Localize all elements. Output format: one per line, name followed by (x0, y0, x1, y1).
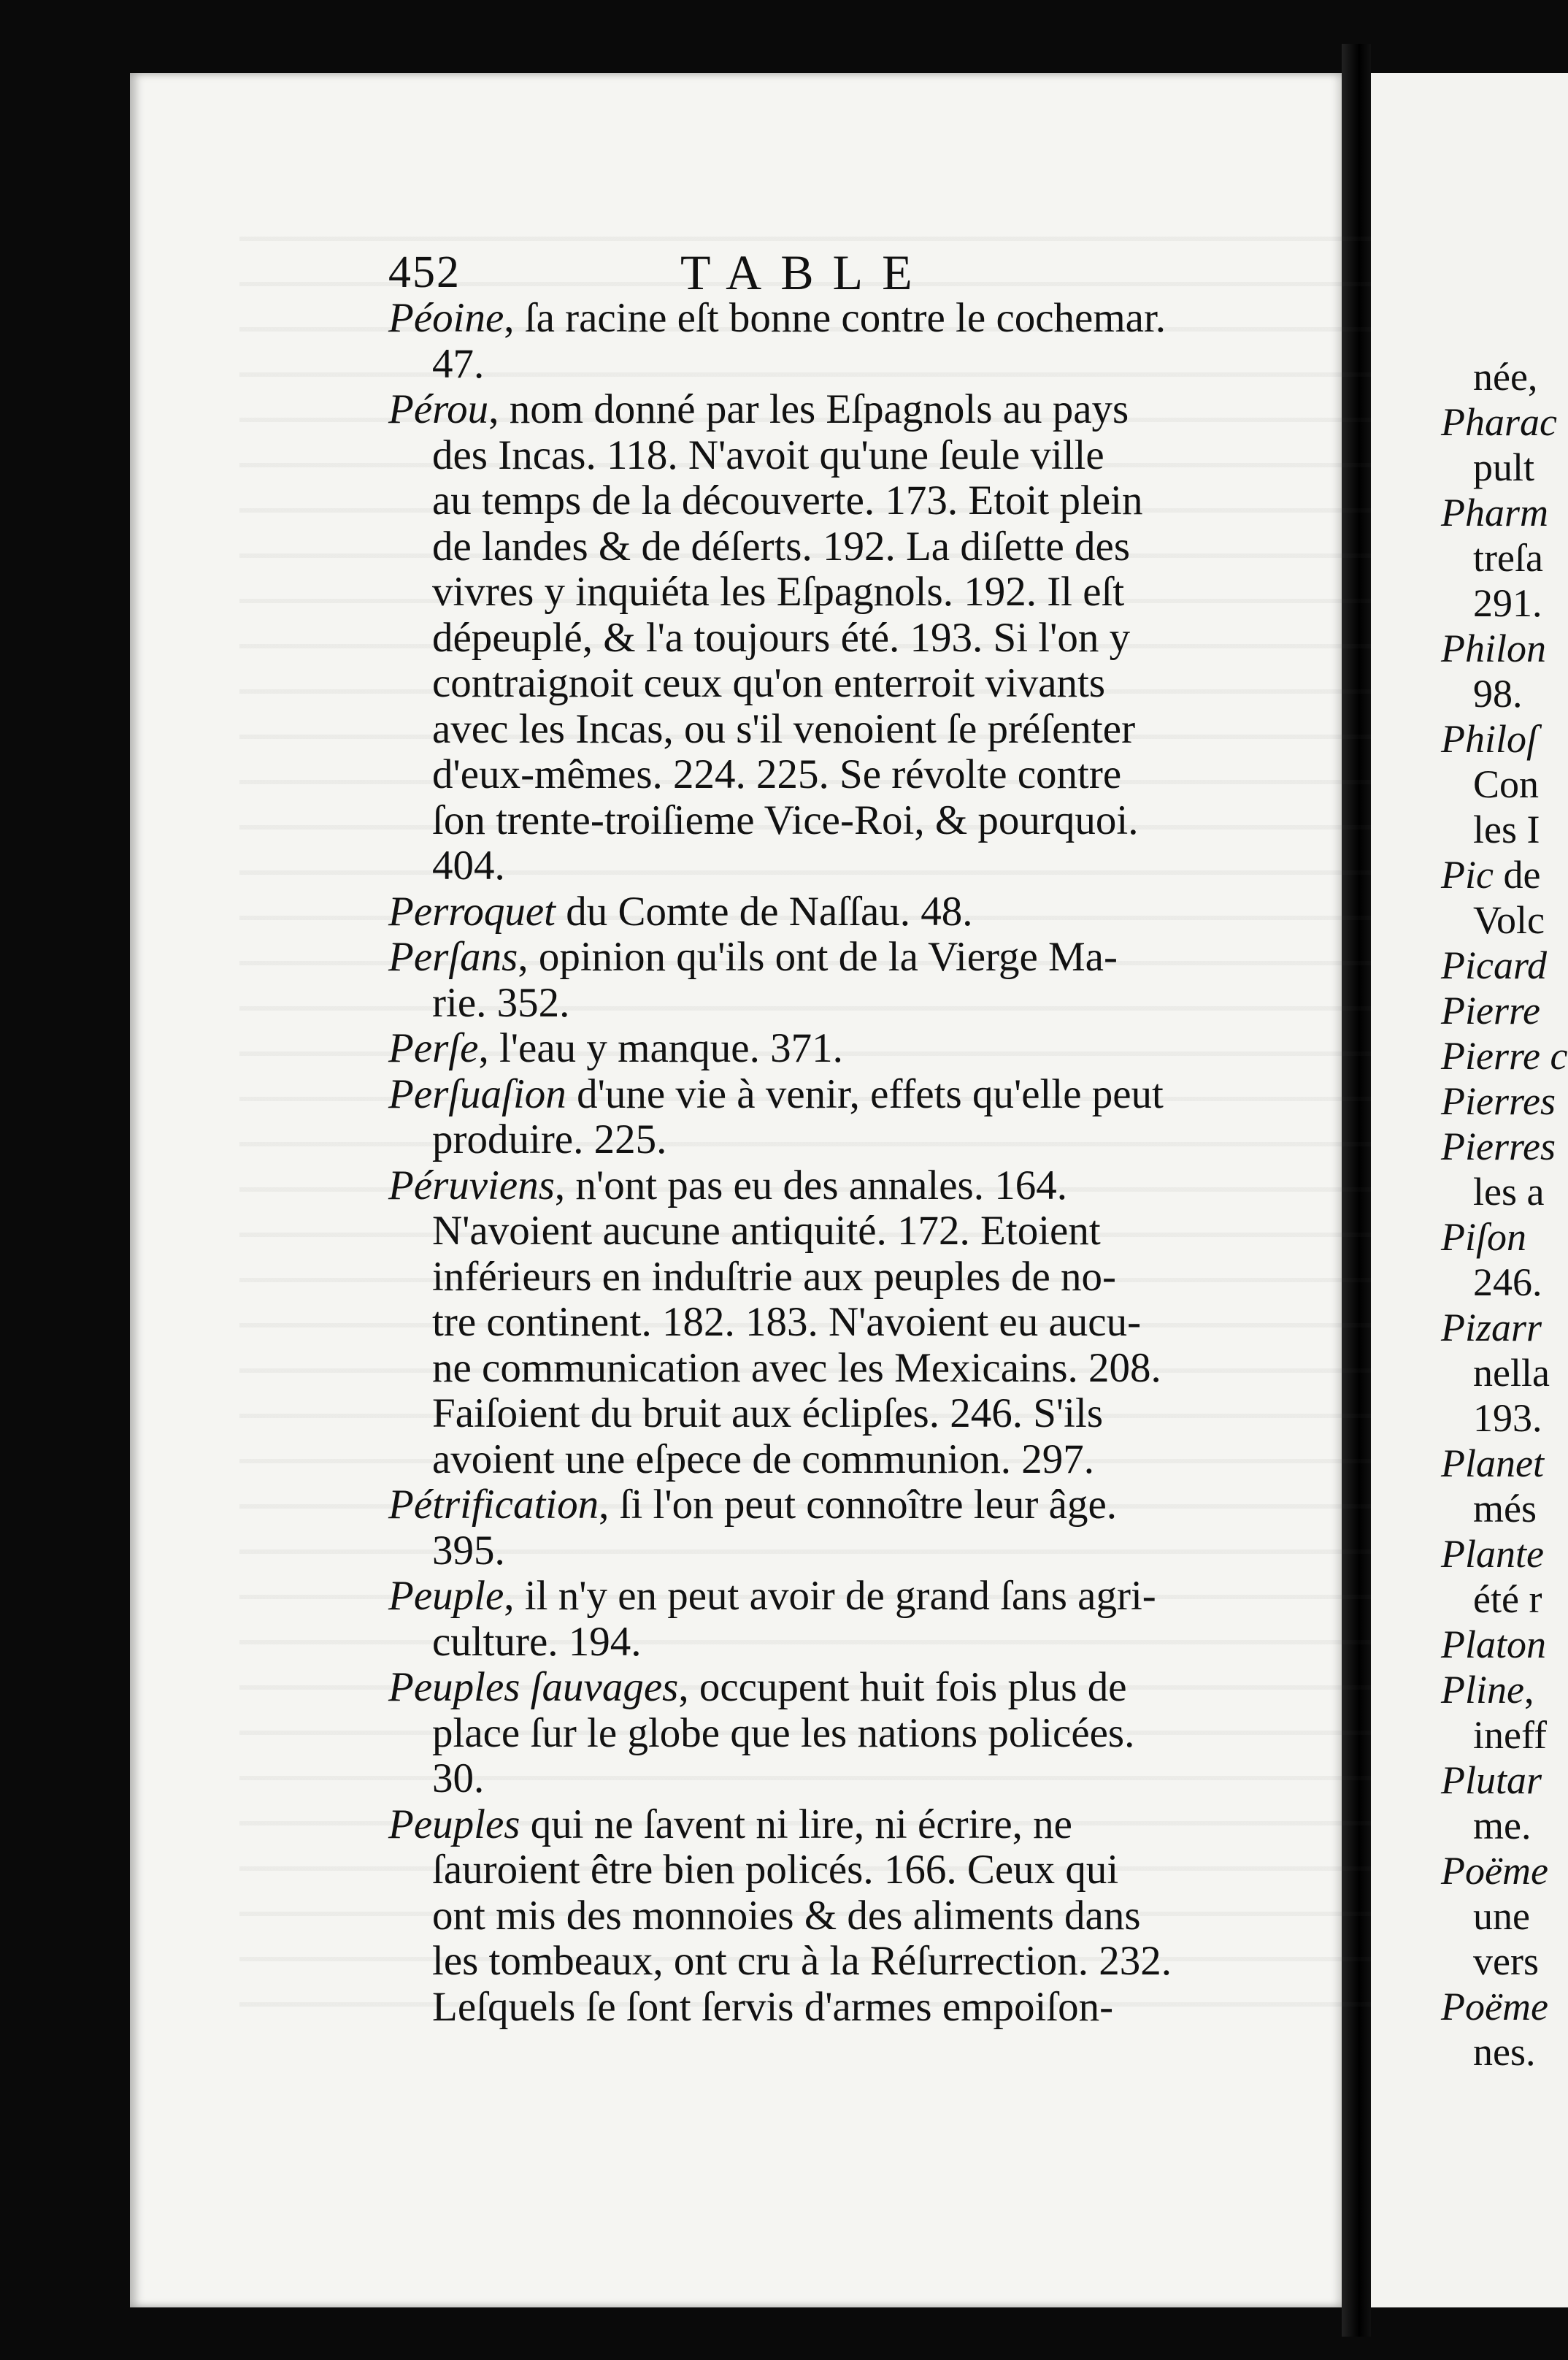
index-entry-continuation (1441, 1893, 1568, 1939)
index-entry-heading (1441, 399, 1568, 445)
entry-text: avec les Incas, ou s'il venoient ſe préſenter (432, 705, 1136, 752)
entry-text: de landes & de déſerts. 192. La diſette des (432, 523, 1131, 570)
entry-text: du Comte de Naſſau. 48. (556, 888, 973, 935)
entry-text: les tombeaux, ont cru à la Réſurrection. 232. (432, 1938, 1172, 1984)
entry-term: Plutar (1441, 1758, 1542, 1802)
index-entry-continuation (1441, 1486, 1568, 1531)
index-entry-continuation (388, 1847, 1264, 1893)
index-entry-continuation (388, 1208, 1264, 1254)
index-entry-continuation (1441, 1395, 1568, 1441)
right-page (1371, 73, 1568, 2307)
index-entry-heading (388, 889, 1264, 935)
entry-text: , l'eau y manque. 371. (478, 1025, 843, 1071)
index-entry-heading (1441, 1667, 1568, 1712)
index-entry-continuation (388, 342, 1264, 388)
entry-text: 47. (432, 340, 485, 387)
entry-term: Pharm (1441, 491, 1548, 535)
index-entry-heading (1441, 1214, 1568, 1260)
entry-text: ſon trente-troiſieme Vice-Roi, & pourquoi. (432, 797, 1139, 843)
index-entry-heading (1441, 943, 1568, 988)
entry-text: produire. 225. (432, 1116, 667, 1162)
index-entry-continuation (388, 1893, 1264, 1939)
index-entry-heading (388, 1802, 1264, 1848)
entry-text: nes. (1473, 2030, 1536, 2074)
index-entry-continuation (388, 1620, 1264, 1666)
entry-text: , (1523, 1668, 1534, 1712)
index-entry-heading (1441, 988, 1568, 1033)
entry-term: Péoine (388, 295, 504, 341)
index-entry-heading (388, 1072, 1264, 1118)
entry-term: Pizarr (1441, 1306, 1542, 1349)
index-entry-continuation (1441, 1169, 1568, 1214)
index-entry-heading (388, 1574, 1264, 1620)
index-entry-continuation (1441, 1803, 1568, 1848)
index-entry-heading (1441, 1531, 1568, 1576)
entry-term: Poëme (1441, 1985, 1548, 2028)
index-entry-continuation (388, 433, 1264, 479)
index-entry-continuation (388, 1346, 1264, 1392)
index-entry-continuation (388, 616, 1264, 662)
index-entry-continuation (1441, 807, 1568, 852)
entry-term: Pierre c (1441, 1034, 1568, 1078)
index-entry-continuation (388, 981, 1264, 1027)
entry-text: été r (1473, 1577, 1542, 1621)
entry-term: Pétrification (388, 1482, 599, 1528)
entry-text: d'eux-mêmes. 224. 225. Se révolte contre (432, 751, 1122, 797)
index-entry-continuation (1441, 762, 1568, 807)
index-entry-heading (1441, 716, 1568, 762)
index-entry-heading (1441, 1033, 1568, 1079)
index-entry-heading (388, 1026, 1264, 1072)
entry-text: de (1493, 853, 1541, 897)
index-entry-continuation (1441, 535, 1568, 581)
entry-text: qui ne ſavent ni lire, ni écrire, ne (520, 1801, 1072, 1847)
entry-text: , occupent huit fois plus de (678, 1664, 1127, 1710)
index-entries (388, 296, 1264, 2030)
entry-text: rie. 352. (432, 979, 570, 1026)
entry-text: , il n'y en peut avoir de grand ſans agri- (504, 1573, 1156, 1619)
entry-text: 193. (1473, 1396, 1542, 1440)
entry-term: Philon (1441, 627, 1546, 670)
entry-text: 30. (432, 1755, 485, 1801)
index-entry-continuation (388, 707, 1264, 753)
entry-term: Philoſ (1441, 717, 1537, 761)
index-entry-heading (388, 935, 1264, 981)
entry-text: les a (1473, 1170, 1545, 1214)
entry-text: au temps de la découverte. 173. Etoit plein (432, 478, 1143, 524)
right-page-entries (1441, 354, 1568, 2074)
index-entry-heading (388, 296, 1264, 342)
entry-text: ineff (1473, 1713, 1547, 1757)
entry-text: 246. (1473, 1260, 1542, 1304)
index-entry-continuation (1441, 354, 1568, 399)
entry-text: me. (1473, 1804, 1532, 1847)
entry-text: vivres y inquiéta les Eſpagnols. 192. Il eſt (432, 569, 1125, 615)
entry-text: des Incas. 118. N'avoit qu'une ſeule ville (432, 432, 1104, 478)
index-entry-continuation (388, 1939, 1264, 1985)
index-entry-continuation (388, 1711, 1264, 1757)
index-entry-heading (1441, 1124, 1568, 1169)
entry-term: Pierre (1441, 989, 1540, 1032)
entry-text: 291. (1473, 581, 1542, 625)
entry-text: place ſur le globe que les nations policées. (432, 1709, 1135, 1756)
entry-text: , ſa racine eſt bonne contre le cochemar. (504, 295, 1167, 341)
entry-text: ont mis des monnoies & des aliments dans (432, 1892, 1141, 1939)
index-entry-continuation (1441, 671, 1568, 716)
index-entry-continuation (388, 1254, 1264, 1300)
index-entry-heading (1441, 1622, 1568, 1667)
index-entry-continuation (1441, 445, 1568, 490)
entry-text: vers (1473, 1939, 1539, 1983)
entry-term: Planet (1441, 1441, 1544, 1485)
entry-term: Pline (1441, 1668, 1524, 1712)
index-entry-continuation (388, 1985, 1264, 2031)
index-entry-heading (1441, 852, 1568, 897)
index-entry-continuation (1441, 1350, 1568, 1395)
index-entry-continuation (1441, 2029, 1568, 2074)
index-entry-continuation (1441, 1939, 1568, 1984)
entry-term: Perſe (388, 1025, 479, 1071)
index-entry-continuation (388, 661, 1264, 707)
index-entry-continuation (388, 570, 1264, 616)
index-entry-heading (1441, 1079, 1568, 1124)
index-entry-continuation (388, 1437, 1264, 1483)
entry-term: Pérou (388, 386, 489, 432)
entry-text: contraignoit ceux qu'on enterroit vivants (432, 660, 1106, 706)
entry-text: Con (1473, 762, 1540, 806)
entry-text: nella (1473, 1351, 1550, 1395)
running-title: TABLE (680, 245, 931, 300)
index-entry-continuation (388, 798, 1264, 844)
entry-text: , n'ont pas eu des annales. 164. (554, 1162, 1067, 1208)
entry-text: d'une vie à venir, effets qu'elle peut (566, 1070, 1164, 1117)
index-entry-continuation (388, 1756, 1264, 1802)
index-entry-continuation (388, 478, 1264, 524)
entry-term: Pierres (1441, 1125, 1556, 1168)
index-entry-heading (1441, 1984, 1568, 2029)
entry-text: N'avoient aucune antiquité. 172. Etoient (432, 1208, 1101, 1254)
entry-term: Peuples ſauvages (388, 1664, 679, 1710)
entry-text: née, (1473, 355, 1538, 399)
index-entry-heading (1441, 1305, 1568, 1350)
page-number: 452 (388, 248, 461, 297)
entry-term: Peuples (388, 1801, 520, 1847)
entry-term: Picard (1441, 943, 1547, 987)
index-entry-continuation (388, 1117, 1264, 1163)
entry-text: més (1473, 1487, 1537, 1530)
entry-term: Perroquet (388, 888, 556, 935)
index-entry-heading (388, 1665, 1264, 1711)
entry-text: Leſquels ſe ſont ſervis d'armes empoiſon- (432, 1983, 1114, 2030)
entry-text: treſa (1473, 536, 1543, 580)
index-entry-heading (388, 1163, 1264, 1209)
entry-text: ne communication avec les Mexicains. 208. (432, 1344, 1161, 1391)
entry-term: Pic (1441, 853, 1494, 897)
index-entry-heading (1441, 1758, 1568, 1803)
index-entry-continuation (388, 524, 1264, 570)
entry-term: Péruviens (388, 1162, 555, 1208)
entry-text: une (1473, 1894, 1530, 1938)
entry-text: les I (1473, 808, 1540, 851)
entry-term: Piſon (1441, 1215, 1526, 1259)
entry-text: 98. (1473, 672, 1523, 716)
entry-text: ſauroient être bien policés. 166. Ceux qui (432, 1847, 1119, 1893)
index-entry-continuation (1441, 581, 1568, 626)
index-entry-continuation (388, 843, 1264, 889)
index-entry-heading (1441, 1848, 1568, 1893)
entry-term: Perſans (388, 934, 518, 980)
index-entry-continuation (1441, 897, 1568, 943)
entry-text: culture. 194. (432, 1618, 642, 1665)
entry-term: Poëme (1441, 1849, 1548, 1893)
entry-term: Platon (1441, 1622, 1546, 1666)
entry-text: Volc (1473, 898, 1545, 942)
entry-text: pult (1473, 445, 1535, 489)
index-entry-continuation (388, 1300, 1264, 1346)
entry-text: 395. (432, 1527, 505, 1574)
index-entry-heading (388, 387, 1264, 433)
entry-text: dépeuplé, & l'a toujours été. 193. Si l'on y (432, 614, 1131, 661)
entry-text: , opinion qu'ils ont de la Vierge Ma- (518, 934, 1118, 980)
entry-term: Perſuaſion (388, 1070, 566, 1117)
index-entry-continuation (388, 1528, 1264, 1574)
entry-term: Plante (1441, 1532, 1544, 1576)
entry-text: , ſi l'on peut connoître leur âge. (599, 1482, 1118, 1528)
index-entry-continuation (1441, 1260, 1568, 1305)
entry-text: , nom donné par les Eſpagnols au pays (488, 386, 1129, 432)
entry-text: inférieurs en induſtrie aux peuples de no- (432, 1253, 1117, 1300)
entry-term: Peuple (388, 1573, 504, 1619)
index-entry-heading (1441, 626, 1568, 671)
index-entry-heading (1441, 1441, 1568, 1486)
entry-term: Pierres (1441, 1079, 1556, 1123)
entry-text: Faiſoient du bruit aux éclipſes. 246. S'ils (432, 1390, 1104, 1436)
index-entry-heading (1441, 490, 1568, 535)
entry-text: avoient une eſpece de communion. 297. (432, 1436, 1094, 1482)
index-entry-heading (388, 1482, 1264, 1528)
index-entry-continuation (1441, 1576, 1568, 1622)
index-entry-continuation (388, 752, 1264, 798)
index-entry-continuation (388, 1391, 1264, 1437)
entry-text: tre continent. 182. 183. N'avoient eu aucu- (432, 1299, 1142, 1345)
entry-text: 404. (432, 843, 505, 889)
index-entry-continuation (1441, 1712, 1568, 1758)
entry-term: Pharac (1441, 400, 1557, 444)
